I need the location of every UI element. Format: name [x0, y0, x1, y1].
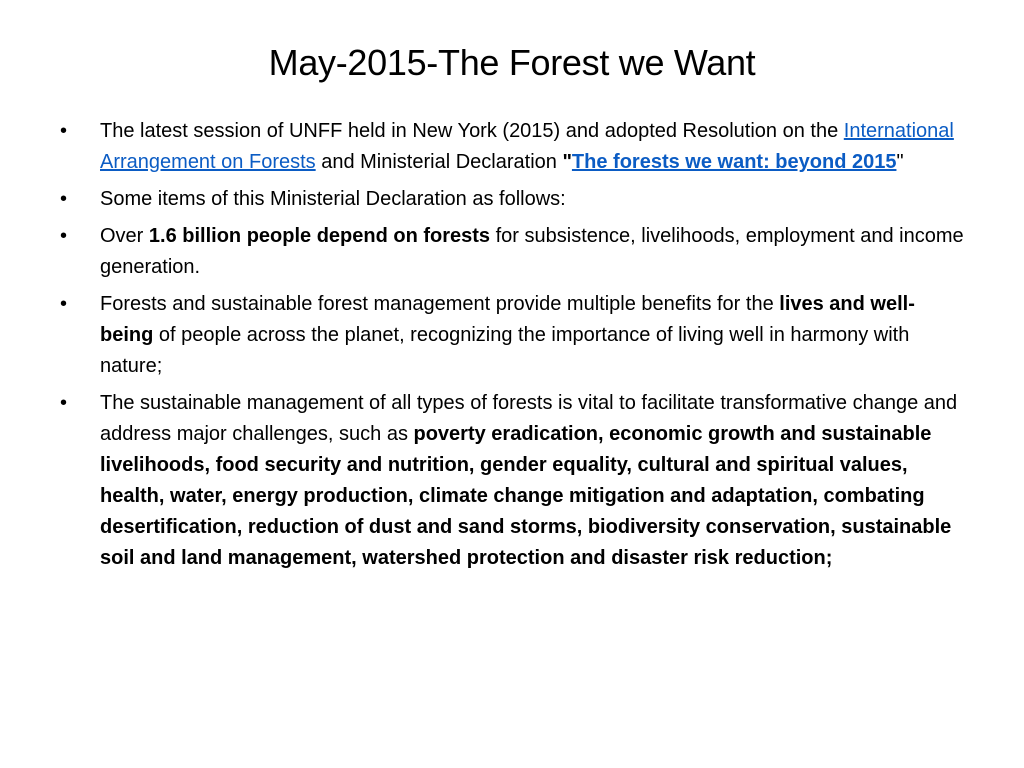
bullet-text: of people across the planet, recognizing the importance of living well in harmony with nature; — [100, 324, 910, 377]
bullet-item-unff-session — [60, 116, 965, 178]
bullet-text: The latest session of UNFF held in New York (2015) and adopted Resolution on the — [100, 120, 844, 142]
bullet-item-declaration-items — [60, 184, 965, 215]
bullet-icon: • — [60, 293, 68, 315]
bullet-icon: • — [60, 392, 68, 414]
slide-title: May-2015-The Forest we Want — [268, 42, 756, 83]
bullet-bold-text: 1.6 billion people depend on forests — [148, 225, 491, 247]
bullet-text: for subsistence, livelihoods, employment and income generation. — [100, 225, 964, 278]
international-arrangement-link[interactable]: International Arrangement on Forests — [100, 120, 954, 173]
bullet-text: Some items of this Ministerial Declaration as follows: — [100, 188, 566, 210]
bullet-text: Forests and sustainable forest management provide multiple benefits for the — [100, 293, 780, 315]
bullet-bold-text: lives and well-being — [100, 293, 915, 346]
bullet-icon: • — [60, 225, 68, 247]
quote-mark: " — [896, 151, 904, 173]
bullet-item-sustainable-management — [60, 388, 965, 574]
bullet-text: Over — [100, 225, 149, 247]
bullet-text: The sustainable management of all types of forests is vital to facilitate transformative change and address major challenges, such as — [100, 392, 958, 445]
forests-we-want-link-label: The forests we want: beyond 2015 — [571, 151, 897, 173]
bullet-item-multiple-benefits — [60, 289, 965, 382]
forests-we-want-link[interactable] — [572, 151, 897, 173]
bullet-item-people-depend — [60, 221, 965, 283]
bullet-text: and Ministerial Declaration — [315, 151, 563, 173]
bullet-icon: • — [60, 120, 68, 142]
quote-mark: " — [562, 151, 572, 173]
bullet-list — [60, 116, 965, 580]
bullet-icon: • — [60, 188, 68, 210]
bullet-bold-text: poverty eradication, economic growth and sustainable livelihoods, food security and nutrition, gender equality, cultural and spiritual values, health, water, energy production, climate change mitigation and adaptation, combating desertification, reduction of dust and sand storms, biodiversity conservation, sustainable soil and land management, watershed protection and disaster risk reduction; — [100, 423, 952, 569]
